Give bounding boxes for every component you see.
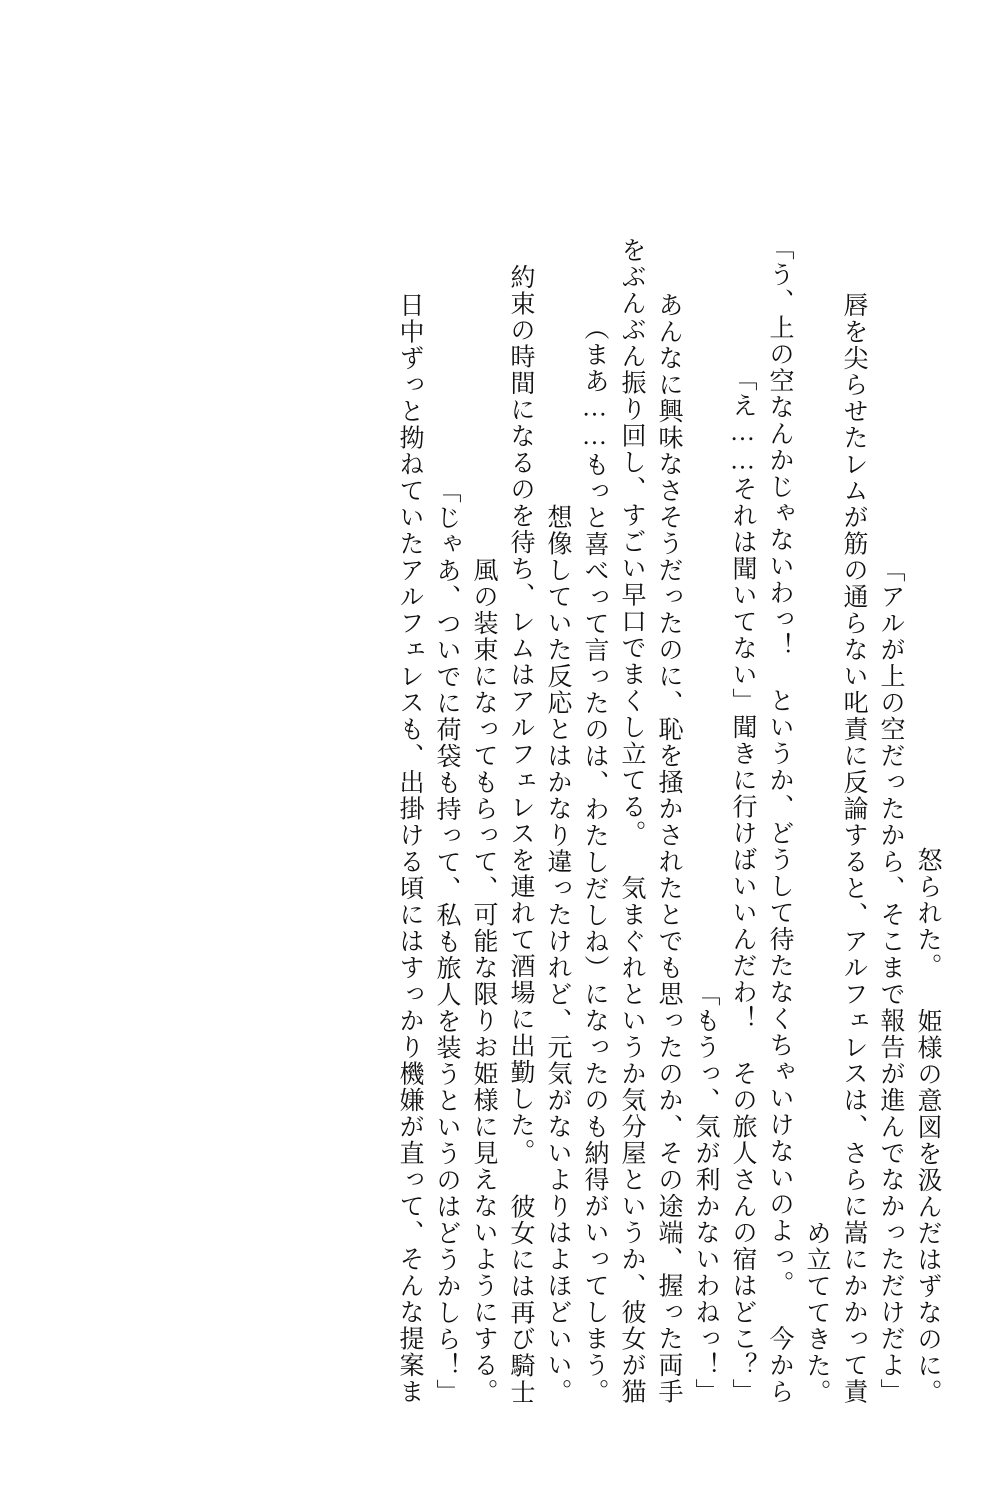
text-line: （まあ……もっと喜べって言ったのは、わたしだしね） [581,314,608,981]
text-line: 聞きに行けばいいんだわ！ その旅人さんの宿はどこ？」 [729,714,756,1405]
text-line: 風の装束になってもらって、可能な限りお姫様に見えないようにする。 [470,557,497,1405]
text-line: 約束の時間になるのを待ち、レムはアルフェレスを連れて酒場に出勤した。 彼女には再び騎士 [507,263,534,1405]
text-line: をぶんぶん振り回し、すごい早口でまくし立てる。 気まぐれというか気分屋というか、彼女が猫 [618,237,645,1405]
text-line: 日中ずっと拗ねていたアルフェレスも、出掛ける頃にはすっかり機嫌が直って、そんな提案ま [396,292,423,1405]
text-line: 「アルが上の空だったから、そこまで報告が進んでなかっただけだよ」 [877,557,904,1405]
text-line: 「もうっ、気が利かないわねっ！」 [692,981,719,1405]
text-line: 怒られた。 姫様の意図を汲んだはずなのに。 [914,846,941,1405]
text-line: め立ててきた。 [803,1219,830,1405]
text-line: あんなに興味なさそうだったのに、恥を掻かされたとでも思ったのか、その途端、握った両手 [655,292,682,1405]
vertical-text-body [60,118,940,1405]
text-line: 「う、上の空なんかじゃないわっ！ というか、どうして待たなくちゃいけないのよっ。 今から [766,235,793,1405]
text-line: 「え……それは聞いてない」 [729,365,756,714]
text-line: 唇を尖らせたレムが筋の通らない叱責に反論すると、アルフェレスは、さらに嵩にかかって責 [840,292,867,1405]
text-line: になったのも納得がいってしまう。 [581,981,608,1405]
text-line: 想像していた反応とはかなり違ったけれど、元気がないよりはよほどいい。 [544,504,571,1405]
text-line: 「じゃあ、ついでに荷袋も持って、私も旅人を装うというのはどうかしら！」 [433,477,460,1405]
